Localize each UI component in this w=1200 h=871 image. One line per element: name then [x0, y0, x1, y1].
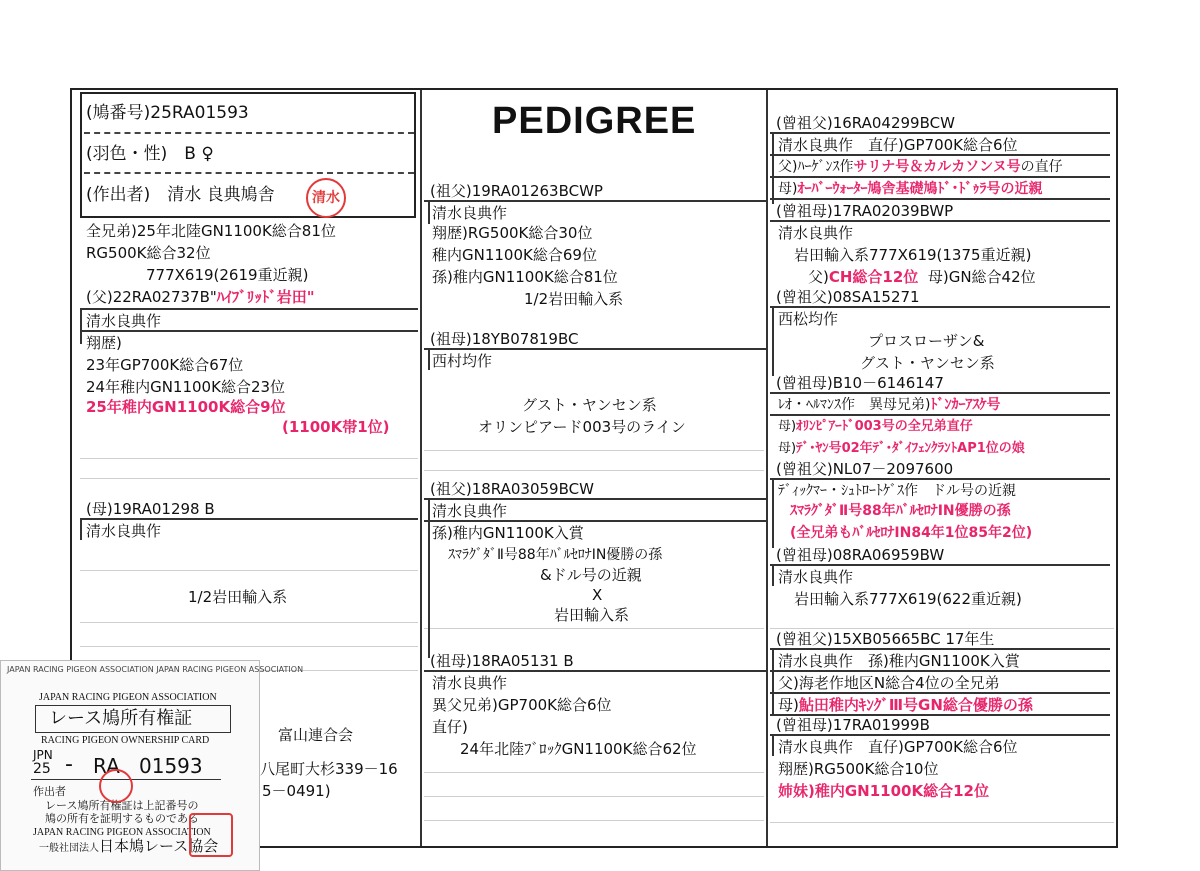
ggp4-line-1-underline — [770, 414, 1110, 416]
ggp7-line-1: 清水良典作 孫)稚内GN1100K入賞 — [778, 652, 1020, 670]
ruled-line — [80, 478, 418, 479]
ggp1-line-3 — [778, 180, 1042, 198]
gp-sire-2-breeder-underline — [424, 520, 766, 522]
ruled-line — [424, 820, 764, 821]
gp-sire-1-line-1: 翔歴)RG500K総合30位 — [432, 224, 593, 242]
ggp2-line-3 — [808, 268, 1036, 286]
ggp1-line-2c: の直仔 — [1020, 159, 1063, 175]
card-year: 25 — [33, 761, 51, 777]
card-org-ja: 日本鳩レース協会 — [99, 837, 219, 855]
ruled-line — [80, 570, 418, 571]
ggp5-ring: (曾祖父)NL07－2097600 — [776, 460, 954, 478]
ggp1-line-3-underline — [770, 198, 1110, 200]
sire-full-sibling-3: 777X619(2619重近親) — [146, 266, 309, 284]
ggp4-line-2b: ｵﾘﾝﾋﾟｱｰﾄﾞ003号の全兄弟直仔 — [796, 419, 973, 434]
ggp1-line-2 — [778, 158, 1063, 176]
ggp6-bracket — [772, 564, 774, 586]
ggp7-line-3 — [778, 696, 1033, 714]
ggp6-underline — [770, 564, 1110, 566]
gp-sire-1-breeder: 清水良典作 — [432, 204, 508, 222]
ruled-line — [770, 628, 1114, 629]
ggp3-underline — [770, 306, 1110, 308]
ggp3-line-1: 西松均作 — [778, 310, 839, 328]
gp-dam-1-ring: (祖母)18YB07819BC — [430, 330, 579, 348]
sire-nickname: ﾊｲﾌﾞﾘｯﾄﾞ岩田" — [216, 288, 315, 306]
ggp4-line-3a: 母) — [778, 441, 797, 456]
ggp4-ring: (曾祖母)B10－6146147 — [776, 374, 944, 392]
ggp6-line-1: 清水良典作 — [778, 568, 854, 586]
ggp2-line-1: 清水良典作 — [778, 224, 854, 242]
footer-tel: 5－0491) — [262, 782, 331, 800]
gp-sire-2-line-1: 孫)稚内GN1100K入賞 — [432, 524, 584, 542]
card-title-en: RACING PIGEON OWNERSHIP CARD — [41, 735, 210, 746]
sire-record-1: 23年GP700K総合67位 — [86, 356, 244, 374]
sire-breeder: 清水良典作 — [86, 312, 162, 330]
ggp7-line-1-underline — [770, 670, 1110, 672]
sire-bracket — [80, 308, 82, 344]
card-note-2: 鳩の所有を証明するものである — [45, 812, 199, 825]
ggp3-bracket — [772, 306, 774, 376]
ggp8-line-1: 清水良典作 直仔)GP700K総合6位 — [778, 738, 1018, 756]
sire-full-sibling-1: 全兄弟)25年北陸GN1100K総合81位 — [86, 222, 336, 240]
gp-dam-1-line-2: オリンピアード003号のライン — [478, 418, 686, 436]
ruled-line — [424, 628, 764, 629]
ggp4-line-1b: ﾄﾞﾝｶｰｱｽｹ号 — [930, 397, 1001, 413]
sire-ring-number: (父)22RA02737B" — [86, 288, 217, 306]
dashed-separator — [84, 172, 414, 174]
card-org-en: JAPAN RACING PIGEON ASSOCIATION — [39, 692, 217, 703]
gp-sire-1-line-4: 1/2岩田輸入系 — [524, 290, 624, 308]
ggp7-line-2: 父)海老作地区N総合4位の全兄弟 — [778, 674, 1000, 692]
ggp5-underline — [770, 478, 1110, 480]
card-dash: - — [65, 752, 73, 777]
ggp7-line-3a: 母) — [778, 696, 799, 714]
ggp7-ring: (曾祖父)15XB05665BC 17年生 — [776, 630, 995, 648]
gp-sire-2-ring: (祖父)18RA03059BCW — [430, 480, 594, 498]
ggp2-ring: (曾祖母)17RA02039BWP — [776, 202, 954, 220]
card-border-text: JAPAN RACING PIGEON ASSOCIATION JAPAN RACING PIGEON ASSOCIATION — [7, 665, 304, 674]
ggp7-line-2-underline — [770, 692, 1110, 694]
gp-sire-1-line-2: 稚内GN1100K総合69位 — [432, 246, 597, 264]
card-number: 01593 — [139, 754, 203, 778]
ggp1-line-1-underline — [770, 154, 1110, 156]
ggp8-ring: (曾祖母)17RA01999B — [776, 716, 930, 734]
card-ra: RA — [93, 754, 120, 778]
ggp4-line-1a: ﾚｵ・ﾍﾙﾏﾝｽ作 異母兄弟) — [778, 397, 931, 413]
ggp1-line-1: 清水良典作 直仔)GP700K総合6位 — [778, 136, 1018, 154]
ggp3-line-2: プロスローザン& — [868, 332, 985, 350]
ggp8-underline — [770, 734, 1110, 736]
sire-breeder-underline — [80, 330, 418, 332]
ggp1-line-2b: サリナ号＆カルカソンヌ号 — [853, 159, 1021, 175]
sire-record-3: 25年稚内GN1100K総合9位 — [86, 398, 286, 416]
gp-dam-2-line-2: 直仔) — [432, 718, 468, 736]
ggp2-line-3c: 母)GN総合42位 — [927, 268, 1036, 286]
card-owner-label: 作出者 — [33, 785, 66, 798]
gp-sire-1-line-3: 孫)稚内GN1100K総合81位 — [432, 268, 618, 286]
gp-dam-1-bracket — [428, 348, 430, 370]
gp-sire-1-underline — [424, 200, 766, 202]
ggp4-line-2 — [778, 418, 973, 436]
dam-note: 1/2岩田輸入系 — [188, 588, 288, 606]
ggp4-line-3 — [778, 440, 1025, 458]
gp-sire-2-line-4: X — [592, 586, 603, 604]
card-title-ja: レース鳩所有権証 — [49, 708, 193, 729]
card-org-en-2: JAPAN RACING PIGEON ASSOCIATION — [33, 827, 211, 838]
gp-sire-2-line-2: ｽﾏﾗｸﾞﾀﾞⅡ号88年ﾊﾞﾙｾﾛﾅIN優勝の孫 — [448, 547, 663, 563]
ggp5-line-3: (全兄弟もﾊﾞﾙｾﾛﾅIN84年1位85年2位) — [790, 525, 1033, 541]
bird-breeder: (作出者) 清水 良典鳩舎 — [86, 185, 275, 205]
gp-dam-2-underline — [424, 670, 766, 672]
ggp3-ring: (曾祖父)08SA15271 — [776, 288, 920, 306]
ggp1-bracket — [772, 132, 774, 204]
ggp8-bracket — [772, 734, 774, 756]
ggp1-underline — [770, 132, 1110, 134]
bird-color-sex: (羽色・性) B ♀ — [86, 144, 214, 164]
ggp1-ring: (曾祖父)16RA04299BCW — [776, 114, 955, 132]
ggp8-line-2: 翔歴)RG500K総合10位 — [778, 760, 939, 778]
ggp2-line-3a: 父) — [808, 268, 829, 286]
dam-ring: (母)19RA01298 B — [86, 500, 215, 518]
dam-underline — [80, 518, 418, 520]
ggp1-line-3a: 母) — [778, 181, 798, 197]
ggp8-line-3: 姉妹)稚内GN1100K総合12位 — [778, 782, 989, 800]
ruled-line — [80, 646, 418, 647]
column-divider-2 — [766, 90, 768, 846]
ruled-line — [80, 458, 418, 459]
ggp3-line-3: グスト・ヤンセン系 — [860, 354, 995, 372]
ggp5-line-1: ﾃﾞｨｯｸﾏｰ・ｼｭﾄﾛｰﾄｹﾞｽ作 ドル号の近親 — [778, 483, 1016, 499]
column-divider-1 — [420, 90, 422, 846]
ggp2-underline — [770, 220, 1110, 222]
ggp4-underline — [770, 392, 1110, 394]
sire-underline — [80, 308, 418, 310]
gp-dam-2-ring: (祖母)18RA05131 B — [430, 652, 574, 670]
ruled-line — [424, 470, 764, 471]
ruled-line — [424, 796, 764, 797]
gp-dam-2-breeder: 清水良典作 — [432, 674, 508, 692]
dam-breeder: 清水良典作 — [86, 522, 162, 540]
dam-bracket — [80, 518, 82, 540]
breeder-seal: 清水 — [306, 178, 346, 218]
footer-address: 八尾町大杉339－16 — [260, 760, 398, 778]
gp-sire-1-ring: (祖父)19RA01263BCWP — [430, 182, 603, 200]
ggp6-line-2: 岩田輸入系777X619(622重近親) — [794, 590, 1022, 608]
ggp6-ring: (曾祖母)08RA06959BW — [776, 546, 945, 564]
gp-dam-1-breeder: 西村均作 — [432, 352, 493, 370]
sire-full-sibling-2: RG500K総合32位 — [86, 244, 211, 262]
gp-sire-2-underline — [424, 498, 766, 500]
sire-ring — [86, 288, 315, 306]
ggp4-line-2a: 母) — [778, 419, 797, 434]
gp-dam-1-line-1: グスト・ヤンセン系 — [522, 396, 657, 414]
gp-sire-2-line-5: 岩田輸入系 — [554, 606, 630, 624]
gp-dam-2-line-1: 異父兄弟)GP700K総合6位 — [432, 696, 612, 714]
page-title: PEDIGREE — [492, 100, 697, 142]
ggp5-bracket — [772, 478, 774, 548]
footer-club: 富山連合会 — [278, 726, 354, 744]
ruled-line — [424, 450, 764, 451]
sire-record-4: (1100K帯1位) — [282, 418, 390, 436]
ggp7-underline — [770, 648, 1110, 650]
ggp2-line-3b: CH総合12位 — [828, 268, 919, 286]
card-org-ja-prefix: 一般社団法人 — [39, 843, 99, 854]
ruled-line — [424, 772, 764, 773]
bird-ring-number: (鳩番号)25RA01593 — [86, 103, 249, 123]
dashed-separator — [84, 132, 414, 134]
gp-sire-1-bracket — [428, 200, 430, 224]
ggp2-line-2: 岩田輸入系777X619(1375重近親) — [794, 246, 1032, 264]
ggp5-line-2: ｽﾏﾗｸﾞﾀﾞⅡ号88年ﾊﾞﾙｾﾛﾅIN優勝の孫 — [790, 503, 1011, 519]
ggp1-line-2a: 父)ﾊｰｹﾞﾝｽ作 — [778, 159, 854, 175]
card-association-seal — [189, 813, 233, 857]
card-jpn: JPN — [33, 748, 53, 762]
ruled-line — [770, 822, 1114, 823]
sire-record-label: 翔歴) — [86, 334, 122, 352]
gp-sire-2-bracket — [428, 498, 430, 658]
card-note-1: レース鳩所有権証は上記番号の — [45, 799, 199, 812]
ggp4-line-1 — [778, 396, 1000, 414]
ggp1-line-3b: ｵｰﾊﾞｰｳｫｰﾀｰ鳩舎基礎鳩ﾄﾞ･ﾄﾞｩﾗ号の近親 — [797, 181, 1043, 197]
gp-dam-2-line-3: 24年北陸ﾌﾞﾛｯｸGN1100K総合62位 — [460, 740, 697, 758]
ggp1-line-2-underline — [770, 176, 1110, 178]
gp-sire-2-line-3: &ドル号の近親 — [540, 566, 642, 584]
gp-dam-1-underline — [424, 348, 766, 350]
sire-record-2: 24年稚内GN1100K総合23位 — [86, 378, 286, 396]
gp-sire-2-breeder: 清水良典作 — [432, 502, 508, 520]
ggp7-bracket — [772, 648, 774, 714]
ggp4-line-3b: ﾃﾞ･ﾔﾝ号02年ﾃﾞ･ﾀﾞｲﾌｪﾝｸﾗﾝﾄAP1位の娘 — [796, 441, 1025, 456]
ruled-line — [80, 622, 418, 623]
card-breeder-seal — [99, 769, 133, 803]
ggp7-line-3b: 鮎田稚内ｷﾝｸﾞⅢ号GN総合優勝の孫 — [798, 696, 1033, 714]
